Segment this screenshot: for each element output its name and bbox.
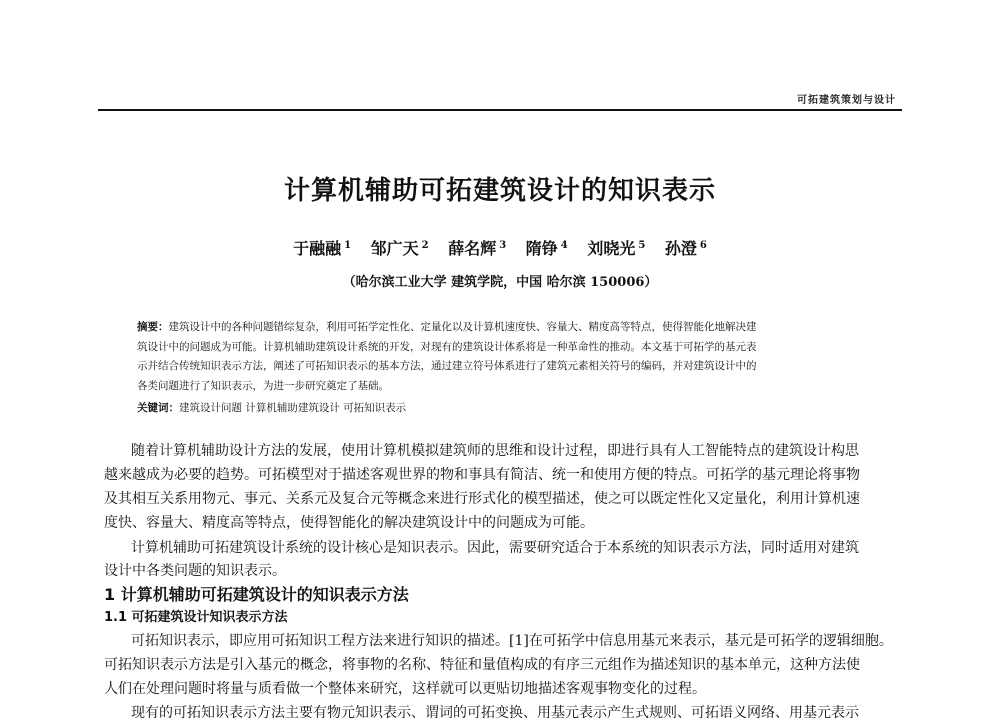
author: 邹广天 $^2$ — [370, 239, 429, 258]
journal-header: 可拓建筑策划与设计 — [797, 95, 896, 106]
body-line: 度快、容量大、精度高等特点，使得智能化的解决建筑设计中的问题成为可能。 — [104, 515, 594, 531]
author: 薛名辉 $^3$ — [448, 239, 507, 258]
author-list — [0, 236, 1000, 259]
body-line: 人们在处理问题时将量与质看做一个整体来研究，这样就可以更贴切地描述客观事物变化的过程。 — [104, 681, 706, 697]
body-line: 随着计算机辅助设计方法的发展，使用计算机模拟建筑师的思维和设计过程，即进行具有人工智能特点的建筑设计构思 — [131, 443, 859, 459]
body-line: 可拓知识表示，即应用可拓知识工程方法来进行知识的描述。[1]在可拓学中信息用基元来表示，基元是可拓学的逻辑细胞。 — [131, 633, 893, 649]
abstract-line: 筑设计中的问题成为可能。计算机辅助建筑设计系统的开发，对现有的建筑设计体系将是一种革命性的推动。本文基于可拓学的基元表 — [137, 340, 757, 353]
abstract-label: 摘要： — [137, 321, 169, 333]
header-rule — [98, 109, 902, 111]
author: 孙澄 $^6$ — [664, 239, 707, 258]
abstract-line: 各类问题进行了知识表示，为进一步研究奠定了基础。 — [137, 379, 389, 392]
body-line: 越来越成为必要的趋势。可拓模型对于描述客观世界的物和事具有简洁、统一和使用方便的特点。可拓学的基元理论将事物 — [104, 467, 860, 483]
body-line: 现有的可拓知识表示方法主要有物元知识表示、谓词的可拓变换、用基元表示产生式规则、可拓语义网络、用基元表示 — [131, 705, 859, 721]
body-line: 及其相互关系用物元、事元、关系元及复合元等概念来进行形式化的模型描述，使之可以既定性化又定量化，利用计算机速 — [104, 491, 860, 507]
body-line: 可拓知识表示方法是引入基元的概念，将事物的名称、特征和量值构成的有序三元组作为描述知识的基本单元，这种方法使 — [104, 657, 860, 673]
author: 隋铮 $^4$ — [525, 239, 568, 258]
section-heading: 1 计算机辅助可拓建筑设计的知识表示方法 — [104, 585, 409, 604]
author: 刘晓光 $^5$ — [587, 239, 646, 258]
keywords-text: 建筑设计问题 计算机辅助建筑设计 可拓知识表示 — [179, 402, 407, 414]
affiliation: （哈尔滨工业大学 建筑学院，中国 哈尔滨 150006） — [342, 275, 658, 290]
body-line: 设计中各类问题的知识表示。 — [104, 563, 286, 579]
paper-title: 计算机辅助可拓建筑设计的知识表示 — [283, 176, 716, 206]
keywords — [137, 400, 877, 415]
abstract-line: 摘要：建筑设计中的各种问题错综复杂，利用可拓学定性化、定量化以及计算机速度快、容量大、精度高等特点，使得智能化地解决建 — [137, 321, 757, 333]
abstract — [137, 318, 877, 396]
keywords-label: 关键词： — [137, 402, 179, 414]
subsection-heading: 1.1 可拓建筑设计知识表示方法 — [104, 610, 288, 625]
author: 于融融 $^1$ — [293, 239, 352, 258]
abstract-line: 示并结合传统知识表示方法，阐述了可拓知识表示的基本方法，通过建立符号体系进行了建筑元素相关符号的编码，并对建筑设计中的 — [137, 360, 757, 372]
body-line: 计算机辅助可拓建筑设计系统的设计核心是知识表示。因此，需要研究适合于本系统的知识表示方法，同时适用对建筑 — [131, 540, 859, 556]
